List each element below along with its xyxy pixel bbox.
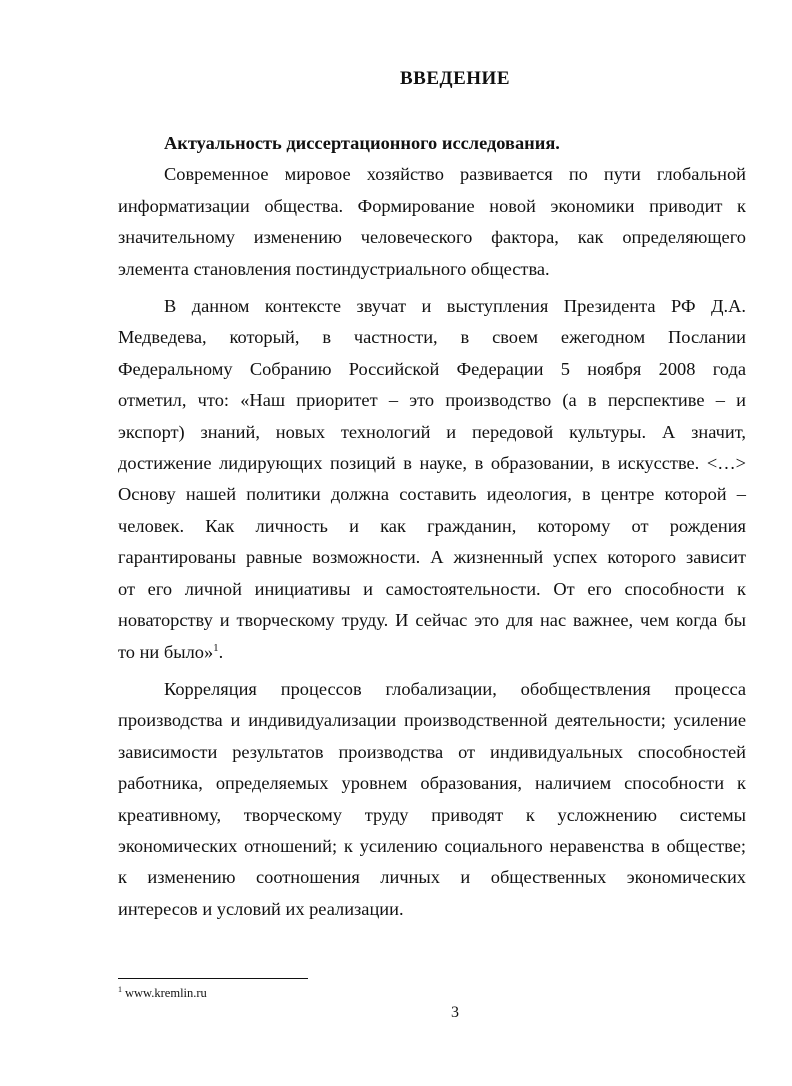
paragraph-line: Федеральному Собранию Российской Федерации 5 ноября 2008 года: [118, 358, 746, 379]
paragraph-line: человек. Как личность и как гражданин, которому от рождения: [118, 515, 746, 536]
paragraph-line: Медведева, который, в частности, в своем ежегодном Послании: [118, 327, 746, 348]
footnote-divider: [118, 978, 308, 979]
paragraph-line: Современное мировое хозяйство развивается по пути глобальной: [164, 164, 746, 185]
paragraph-line: гарантированы равные возможности. А жизненный успех которого зависит: [118, 547, 746, 568]
paragraph-line: новаторству и творческому труду. И сейчас это для нас важнее, чем когда бы: [118, 610, 746, 631]
paragraph-line: креативному, творческому труду приводят к усложнению системы: [118, 804, 746, 825]
page-number: 3: [451, 1004, 459, 1021]
paragraph-line: к изменению соотношения личных и общественных экономических: [118, 867, 746, 888]
paragraph-line: значительному изменению человеческого фактора, как определяющего: [118, 227, 746, 248]
paragraph-line: Корреляция процессов глобализации, обобществления процесса: [164, 678, 746, 699]
sentence-end: .: [218, 641, 224, 662]
paragraph-line: экономических отношений; к усилению социального неравенства в обществе;: [118, 835, 746, 856]
paragraph-line: экспорт) знаний, новых технологий и передовой культуры. А значит,: [118, 421, 746, 442]
section-subheading: Актуальность диссертационного исследования.: [164, 133, 560, 153]
paragraph-line: работника, определяемых уровнем образования, наличием способности к: [118, 773, 746, 794]
paragraph-line: элемента становления постиндустриального общества.: [118, 258, 550, 279]
paragraph-line: достижение лидирующих позиций в науке, в образовании, в искусстве. <…>: [118, 453, 746, 474]
paragraph-line: интересов и условий их реализации.: [118, 898, 404, 919]
paragraph-line: В данном контексте звучат и выступления Президента РФ Д.А.: [164, 296, 746, 317]
footnote: [118, 986, 207, 1001]
paragraph-line: от его личной инициативы и самостоятельности. От его способности к: [118, 578, 746, 599]
page-heading: ВВЕДЕНИЕ: [400, 68, 510, 89]
paragraph-line-text: то ни было»: [118, 641, 214, 662]
body-text: [118, 128, 746, 925]
paragraph-last-line: [118, 637, 746, 668]
paragraph-line: зависимости результатов производства от индивидуальных способностей: [118, 741, 746, 762]
paragraph-3: [118, 674, 746, 925]
paragraph-line: информатизации общества. Формирование новой экономики приводит к: [118, 195, 746, 216]
footnote-reference[interactable]: 1: [213, 641, 219, 654]
footnote-link[interactable]: www.kremlin.ru: [125, 986, 207, 1000]
paragraph-2: [118, 291, 746, 668]
paragraph-line: Основу нашей политики должна составить идеология, в центре которой –: [118, 484, 746, 505]
footnote-marker: 1: [118, 984, 122, 994]
paragraph-line: отметил, что: «Наш приоритет – это производство (а в перспективе – и: [118, 390, 746, 411]
paragraph-1: [118, 159, 746, 285]
paragraph-line: производства и индивидуализации производственной деятельности; усиление: [118, 710, 746, 731]
